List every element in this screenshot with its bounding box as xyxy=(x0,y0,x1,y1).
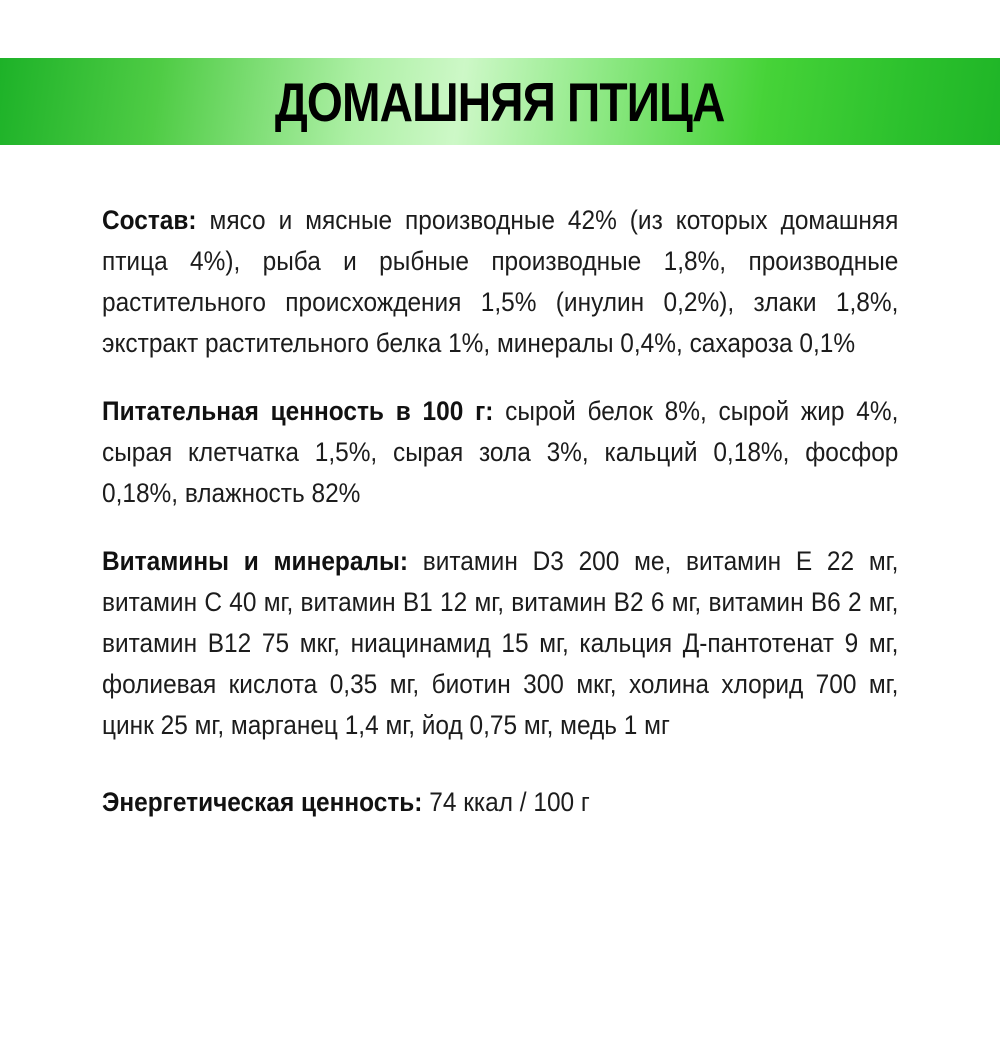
section-energy-value xyxy=(102,782,898,823)
section-nutritional-value-text: сырой белок 8%, сырой жир 4%, сырая клетчатка 1,5%, сырая зола 3%, кальций 0,18%, фосфор 0,18%, влажность 82% xyxy=(102,396,899,508)
product-title: ДОМАШНЯЯ ПТИЦА xyxy=(275,70,725,133)
section-composition xyxy=(102,200,898,364)
section-nutritional-value-label: Питательная ценность в 100 г: xyxy=(102,396,494,426)
label-body xyxy=(102,200,898,823)
section-composition-text: мясо и мясные производные 42% (из которых домашняя птица 4%), рыба и рыбные производные 1,8%, производные растительного происхождения 1,5% (инулин 0,2%), злаки 1,8%, экстракт растительного белка 1%, минералы 0,4%, сахароза 0,1% xyxy=(102,205,899,358)
section-vitamins-minerals-text: витамин D3 200 ме, витамин Е 22 мг, витамин С 40 мг, витамин В1 12 мг, витамин В2 6 мг, витамин В6 2 мг, витамин В12 75 мкг, ниацинамид 15 мг, кальция Д-пантотенат 9 мг, фолиевая кислота 0,35 мг, биотин 300 мкг, холина хлорид 700 мг, цинк 25 мг, марганец 1,4 мг, йод 0,75 мг, медь 1 мг xyxy=(102,546,899,740)
section-vitamins-minerals xyxy=(102,541,898,746)
section-nutritional-value xyxy=(102,391,898,514)
section-energy-value-text: 74 ккал / 100 г xyxy=(429,787,590,817)
section-energy-value-label: Энергетическая ценность: xyxy=(102,787,423,817)
section-vitamins-minerals-label: Витамины и минералы: xyxy=(102,546,408,576)
product-header-banner xyxy=(0,58,1000,145)
section-composition-label: Состав: xyxy=(102,205,197,235)
